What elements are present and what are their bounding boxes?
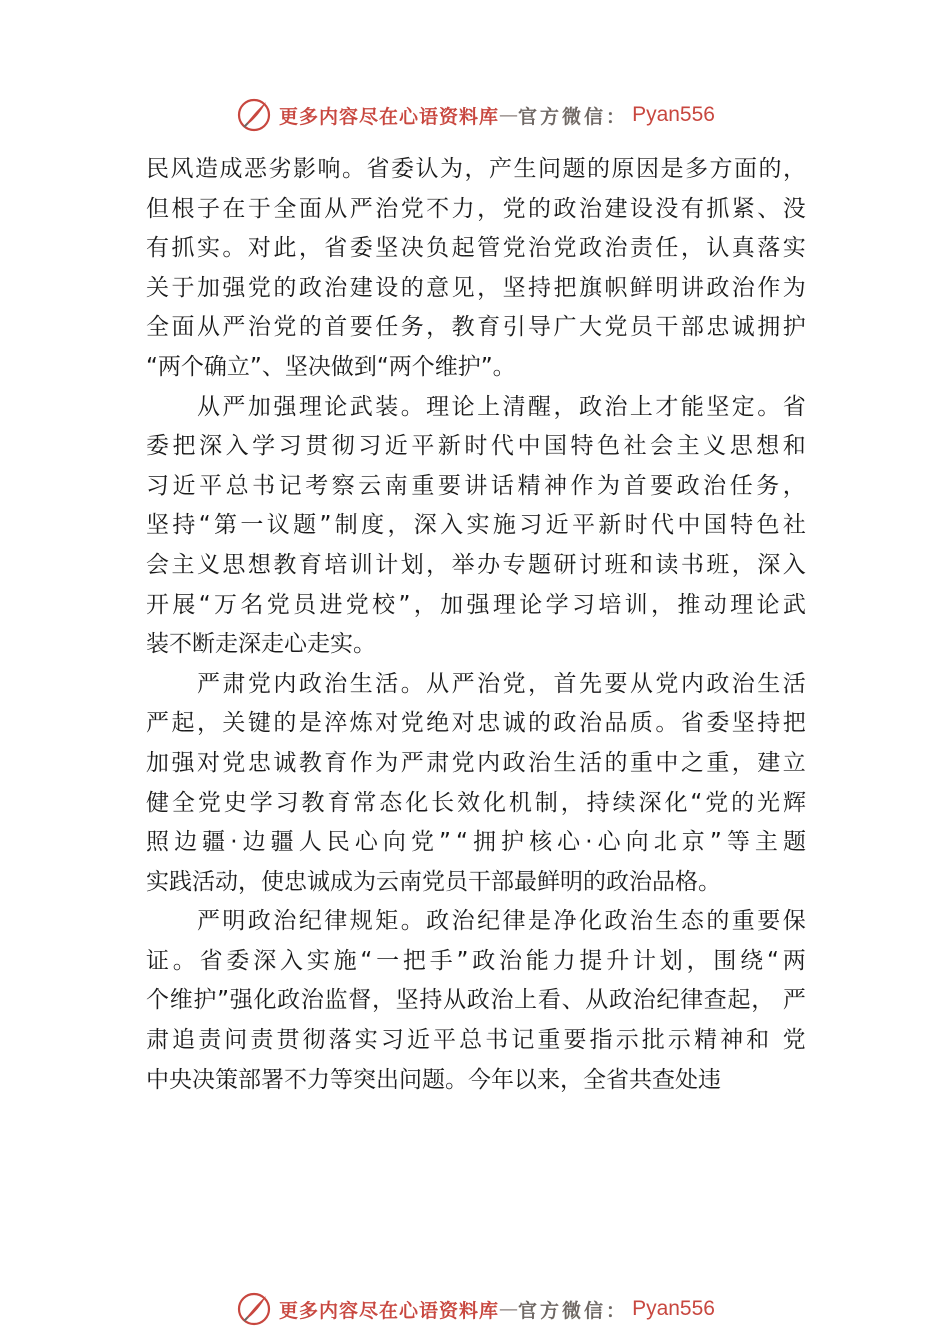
text-line: “两个确立”、坚决做到“两个维护”。 xyxy=(146,353,516,380)
text-line: 个 维 护 ” 强 化 政 治 监 督 ， 坚 持 从 政 治 上 看 、 从 政 治 纪 律 查 起 ， 严 xyxy=(146,987,806,1014)
text-line: 肃 追 责 问 责 贯 彻 落 实 习 近 平 总 书 记 重 要 指 示 批 示 精 神 和 党 xyxy=(146,1027,806,1054)
text-line: 健 全 党 史 学 习 教 育 常 态 化 长 效 化 机 制 ， 持 续 深 化 “ 党 的 光 辉 xyxy=(146,789,806,816)
text-line: 加 强 对 党 忠 诚 教 育 作 为 严 肃 党 内 政 治 生 活 的 重 中 之 重 ， 建 立 xyxy=(146,749,806,776)
text-line: 民 风 造 成 恶 劣 影 响 。 省 委 认 为 ， 产 生 问 题 的 原 因 是 多 方 面 的 ， xyxy=(146,156,806,182)
text-line: 全 面 从 严 治 党 的 首 要 任 务 ， 教 育 引 导 广 大 党 员 干 部 忠 诚 拥 护 xyxy=(146,314,806,341)
text-line: 照 边 疆 · 边 疆 人 民 心 向 党 ” “ 拥 护 核 心 · 心 向 北 京 ” 等 主 题 xyxy=(146,829,806,856)
text-line: 坚 持 “ 第 一 议 题 ” 制 度 ， 深 入 实 施 习 近 平 新 时 代 中 国 特 色 社 xyxy=(146,512,806,539)
text-line: 证 。 省 委 深 入 实 施 “ 一 把 手 ” 政 治 能 力 提 升 计 划 ， 围 绕 “ 两 xyxy=(146,947,806,974)
text-line: 有 抓 实 。 对 此 ， 省 委 坚 决 负 起 管 党 治 党 政 治 责 任 ， 认 真 落 实 xyxy=(146,235,806,262)
banner-wechat-id: Pyan556 xyxy=(632,103,715,126)
text-line: 但 根 子 在 于 全 面 从 严 治 党 不 力 ， 党 的 政 治 建 设 没 有 抓 紧 、 没 xyxy=(146,195,806,222)
banner-brand-text: 更多内容尽在心语资料库 xyxy=(279,105,500,128)
banner-dash: — xyxy=(499,1298,519,1320)
text-line: 严 明 政 治 纪 律 规 矩 。 政 治 纪 律 是 净 化 政 治 生 态 的 重 要 保 xyxy=(196,908,806,935)
text-line: 委 把 深 入 学 习 贯 彻 习 近 平 新 时 代 中 国 特 色 社 会 主 义 思 想 和 xyxy=(146,433,806,460)
text-line: 开 展 “ 万 名 党 员 进 党 校 ” ， 加 强 理 论 学 习 培 训 ， 推 动 理 论 武 xyxy=(146,591,806,618)
text-line: 中央决策部署不力等突出问题。今年以来，全省共查处违 xyxy=(146,1066,721,1093)
text-line: 严 起 ， 关 键 的 是 淬 炼 对 党 绝 对 忠 诚 的 政 治 品 质 。 省 委 坚 持 把 xyxy=(146,710,806,737)
text-line: 严 肃 党 内 政 治 生 活 。 从 严 治 党 ， 首 先 要 从 党 内 政 治 生 活 xyxy=(196,670,806,697)
banner-wechat-label: 官方微信： xyxy=(518,1299,629,1322)
text-line: 从 严 加 强 理 论 武 装 。 理 论 上 清 醒 ， 政 治 上 才 能 坚 定 。 省 xyxy=(196,393,806,420)
text-line: 关 于 加 强 党 的 政 治 建 设 的 意 见 ， 坚 持 把 旗 帜 鲜 明 讲 政 治 作 为 xyxy=(146,274,806,301)
banner-brand-text: 更多内容尽在心语资料库 xyxy=(279,1299,500,1322)
banner-dash: — xyxy=(499,104,519,126)
header-banner xyxy=(0,95,950,135)
banner-wechat-label: 官方微信： xyxy=(518,105,629,128)
text-line: 实践活动，使忠诚成为云南党员干部最鲜明的政治品格。 xyxy=(146,868,721,895)
quill-pen-logo-icon xyxy=(235,1290,273,1328)
text-line: 习 近 平 总 书 记 考 察 云 南 重 要 讲 话 精 神 作 为 首 要 政 治 任 务 ， xyxy=(146,472,806,499)
quill-pen-logo-icon xyxy=(235,96,273,134)
document-body xyxy=(146,150,806,1100)
text-line: 装不断走深走心走实。 xyxy=(146,631,376,658)
text-line: 会 主 义 思 想 教 育 培 训 计 划 ， 举 办 专 题 研 讨 班 和 读 书 班 ， 深 入 xyxy=(146,551,806,578)
footer-banner xyxy=(0,1289,950,1329)
banner-wechat-id: Pyan556 xyxy=(632,1297,715,1320)
